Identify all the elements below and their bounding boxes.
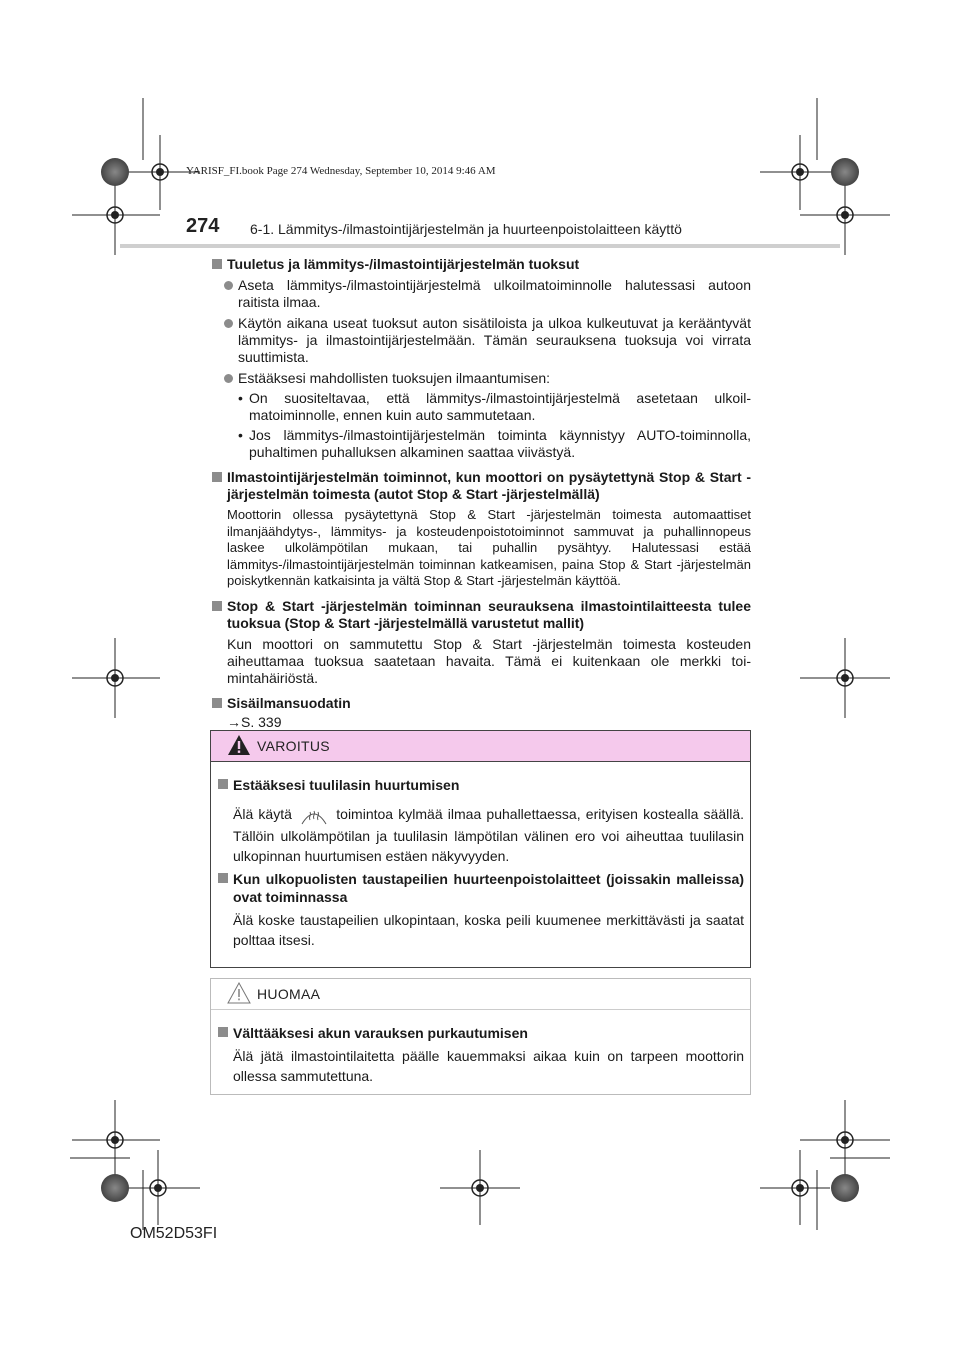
square-bullet-icon: [212, 698, 222, 708]
warning-header: [211, 731, 750, 762]
heading-mirror-defroster: Kun ulkopuolisten taustapeilien huurteenpoistolaitteet (joissakin malleissa) ovat toiminnassa: [217, 870, 744, 906]
sub-bullet-item: • On suositeltavaa, että lämmitys-/ilmastointijärjestelmä asetetaan ulkoilmatoiminnolle, ennen kuin auto sammutetaan.: [238, 390, 751, 423]
page-number: 274: [186, 215, 220, 237]
notice-header: [211, 979, 750, 1010]
page-reference: →S. 339: [227, 713, 282, 730]
square-bullet-icon: [218, 873, 228, 883]
square-bullet-icon: [212, 601, 222, 611]
circle-bullet-icon: [224, 281, 233, 290]
manual-code: OM52D53FI: [130, 1225, 218, 1242]
section-title: 6-1. Lämmitys-/ilmastointijärjestelmän ja huurteenpoistolaitteen käyttö: [250, 221, 682, 237]
square-bullet-icon: [218, 779, 228, 789]
paragraph: Älä käytä toimintoa kylmää ilmaa puhallettaessa, erityisen kostealla säällä. Tällöin ulkolämpötilan ja tuulilasin lämpötilan välinen ero voi aiheuttaa tuulilasin ulkopinnan huurtumisen estäen näkyvyyden.: [233, 806, 745, 865]
heading-windshield-fog: Estääksesi tuulilasin huurtumisen: [217, 776, 744, 794]
square-bullet-icon: [212, 259, 222, 269]
bullet-item: Aseta lämmitys-/ilmastointijärjestelmä ulkoilmatoiminnolle halutessasi autoon raitista ilmaa.: [211, 277, 751, 311]
heading-battery-drain: Välttääksesi akun varauksen purkautumisen: [217, 1024, 744, 1042]
bullet-item: Estääksesi mahdollisten tuoksujen ilmaantumisen:: [211, 370, 751, 387]
heading-stop-start-functions: Ilmastointijärjestelmän toiminnot, kun moottori on pysäytettynä Stop & Start -järjestelmän toimesta (autot Stop & Start -järjestelmällä): [211, 469, 751, 503]
circle-bullet-icon: [224, 374, 233, 383]
paragraph: Moottorin ollessa pysäytettynä Stop & Start -järjestelmän toimesta automaattiset ilmanjäähdytys-, lämmitys- ja kosteudenpoistotoiminnot sammuvat ja puhallinnopeus laskee ulkolämpötilan mukaan, tai puhallin pysähtyy. Halutessasi estää lämmitys-/ilmastointijärjestelmän toiminnan katkeamisen, paina Stop & Start -järjestelmän poiskytkennän katkaisinta ja vältä Stop & Start -järjestelmän käyttöä.: [227, 507, 751, 588]
notice-title: HUOMAA: [257, 986, 321, 1002]
main-content: [211, 256, 751, 731]
paragraph: Älä jätä ilmastointilaitetta päälle kauemmaksi aikaa kuin on tarpeen moottorin ollessa sammutettuna.: [233, 1048, 744, 1084]
windshield-defroster-icon: [299, 804, 329, 826]
sub-bullet-item: • Jos lämmitys-/ilmastointijärjestelmän toiminta käynnistyy AUTO-toiminnolla, puhaltimen puhalluksen alkaminen saattaa viivästyä.: [238, 427, 751, 460]
paragraph: Kun moottori on sammutettu Stop & Start -järjestelmän toimesta kosteuden aiheuttamaa tuoksua saatetaan havaita. Tämä ei kuitenkaan ole merkki toimintahäiriöstä.: [227, 635, 751, 686]
notice-box: [210, 978, 751, 1095]
heading-cabin-filter: Sisäilmansuodatin: [211, 695, 751, 712]
sub-bullet-marker: •: [238, 390, 243, 406]
heading-ventilation: Tuuletus ja lämmitys-/ilmastointijärjestelmän tuoksut: [211, 256, 751, 273]
bullet-item: Käytön aikana useat tuoksut auton sisätiloista ja ulkoa kulkeutuvat ja kerääntyvät lämmitys- ja ilmastointijärjestelmään. Tämän seurauksena tuoksuja voi virrata suuttimista.: [211, 315, 751, 366]
warning-body: [211, 762, 750, 950]
book-info: YARISF_FI.book Page 274 Wednesday, September 10, 2014 9:46 AM: [186, 165, 496, 177]
paragraph: Älä koske taustapeilien ulkopintaan, koska peili kuumenee merkittävästi ja saatat polttaa itsesi.: [233, 912, 744, 949]
circle-bullet-icon: [224, 319, 233, 328]
sub-bullet-marker: •: [238, 427, 243, 443]
caution-icon: [227, 982, 251, 1004]
warning-box: [210, 730, 751, 968]
square-bullet-icon: [218, 1027, 228, 1037]
warning-title: VAROITUS: [257, 738, 330, 754]
header-rule: [120, 244, 840, 248]
notice-body: [211, 1010, 750, 1086]
square-bullet-icon: [212, 472, 222, 482]
warning-icon: [227, 734, 251, 756]
heading-stop-start-odor: Stop & Start -järjestelmän toiminnan seurauksena ilmastointilaitteesta tulee tuoksua (Stop & Start -järjestelmällä varustetut mallit): [211, 598, 751, 632]
